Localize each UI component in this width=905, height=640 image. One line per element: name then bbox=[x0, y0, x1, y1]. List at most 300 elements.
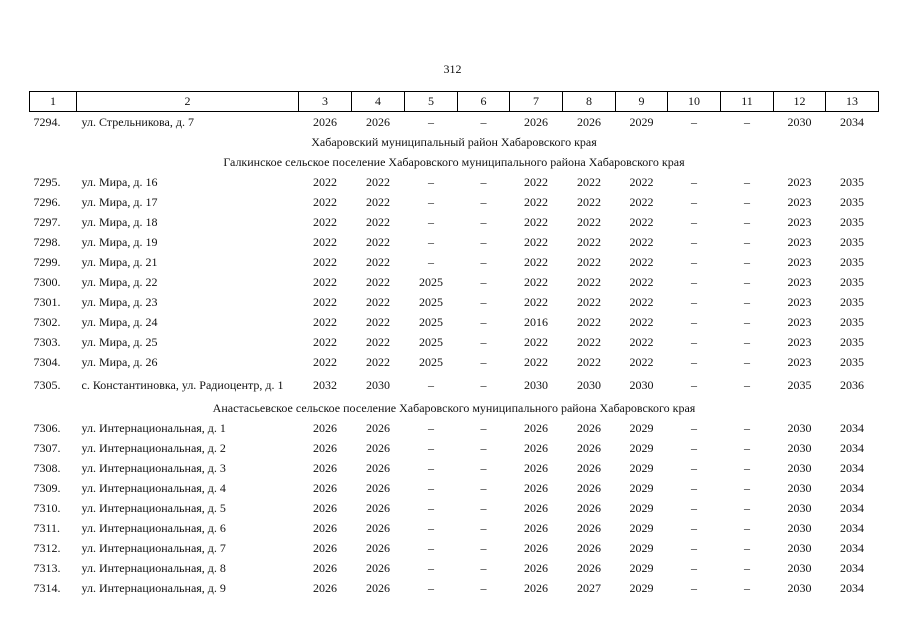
year-cell-col-5: – bbox=[428, 214, 434, 229]
year-cell-col-11: – bbox=[744, 480, 750, 495]
year-cell-col-8: 2026 bbox=[577, 460, 601, 475]
year-cell-col-7: 2026 bbox=[524, 560, 548, 575]
year-cell-col-4: 2026 bbox=[366, 540, 390, 555]
year-cell-col-10: – bbox=[691, 420, 697, 435]
year-cell-col-8: 2026 bbox=[577, 480, 601, 495]
year-cell-col-13: 2034 bbox=[840, 460, 864, 475]
column-header-11: 11 bbox=[721, 92, 774, 112]
year-cell-col-13: 2034 bbox=[840, 500, 864, 515]
year-cell-col-12: 2030 bbox=[787, 440, 812, 455]
year-cell-col-4: 2022 bbox=[366, 334, 390, 349]
year-cell-col-9: 2022 bbox=[629, 314, 654, 329]
year-cell-col-8: 2022 bbox=[577, 214, 601, 229]
year-cell-col-6: – bbox=[480, 314, 487, 329]
row-number: 7300. bbox=[33, 274, 61, 289]
section-heading: Галкинское сельское поселение Хабаровского муниципального района Хабаровского края bbox=[223, 154, 685, 169]
row-number: 7305. bbox=[33, 377, 61, 392]
column-header-1: 1 bbox=[30, 92, 77, 112]
address-cell: ул. Мира, д. 16 bbox=[81, 174, 158, 189]
row-number: 7312. bbox=[33, 540, 61, 555]
year-cell-col-5: – bbox=[428, 377, 434, 392]
year-cell-col-10: – bbox=[691, 174, 697, 189]
year-cell-col-4: 2026 bbox=[366, 480, 390, 495]
year-cell-col-10: – bbox=[691, 580, 697, 595]
year-cell-col-12: 2030 bbox=[787, 580, 812, 595]
year-cell-col-5: – bbox=[428, 114, 434, 129]
table-body bbox=[30, 112, 879, 599]
column-header-12: 12 bbox=[774, 92, 826, 112]
year-cell-col-12: 2023 bbox=[787, 314, 812, 329]
year-cell-col-7: 2022 bbox=[524, 334, 548, 349]
year-cell-col-8: 2022 bbox=[577, 174, 601, 189]
year-cell-col-8: 2026 bbox=[577, 560, 601, 575]
year-cell-col-6: – bbox=[480, 334, 487, 349]
year-cell-col-5: – bbox=[428, 420, 434, 435]
year-cell-col-13: 2034 bbox=[840, 420, 864, 435]
year-cell-col-7: 2026 bbox=[524, 540, 548, 555]
year-cell-col-12: 2023 bbox=[787, 214, 812, 229]
year-cell-col-3: 2022 bbox=[313, 214, 337, 229]
year-cell-col-11: – bbox=[744, 354, 750, 369]
table-row bbox=[30, 172, 879, 192]
year-cell-col-4: 2022 bbox=[366, 194, 390, 209]
column-header-5: 5 bbox=[405, 92, 458, 112]
year-cell-col-10: – bbox=[691, 460, 697, 475]
year-cell-col-6: – bbox=[480, 234, 487, 249]
year-cell-col-10: – bbox=[691, 114, 697, 129]
year-cell-col-9: 2022 bbox=[629, 354, 654, 369]
year-cell-col-11: – bbox=[744, 254, 750, 269]
year-cell-col-7: 2022 bbox=[524, 214, 548, 229]
year-cell-col-9: 2030 bbox=[629, 377, 654, 392]
year-cell-col-7: 2030 bbox=[524, 377, 548, 392]
year-cell-col-8: 2022 bbox=[577, 334, 601, 349]
column-header-4: 4 bbox=[352, 92, 405, 112]
year-cell-col-6: – bbox=[480, 377, 487, 392]
year-cell-col-13: 2034 bbox=[840, 440, 864, 455]
year-cell-col-8: 2022 bbox=[577, 294, 601, 309]
year-cell-col-6: – bbox=[480, 194, 487, 209]
year-cell-col-9: 2029 bbox=[629, 114, 654, 129]
table-row bbox=[30, 212, 879, 232]
year-cell-col-7: 2026 bbox=[524, 480, 548, 495]
year-cell-col-4: 2026 bbox=[366, 580, 390, 595]
year-cell-col-8: 2022 bbox=[577, 234, 601, 249]
year-cell-col-10: – bbox=[691, 194, 697, 209]
year-cell-col-5: 2025 bbox=[419, 334, 443, 349]
year-cell-col-10: – bbox=[691, 254, 697, 269]
year-cell-col-7: 2022 bbox=[524, 234, 548, 249]
year-cell-col-11: – bbox=[744, 500, 750, 515]
year-cell-col-4: 2026 bbox=[366, 560, 390, 575]
table-row bbox=[30, 458, 879, 478]
table-row bbox=[30, 558, 879, 578]
year-cell-col-4: 2022 bbox=[366, 274, 390, 289]
year-cell-col-4: 2022 bbox=[366, 214, 390, 229]
year-cell-col-7: 2026 bbox=[524, 420, 548, 435]
year-cell-col-6: – bbox=[480, 254, 487, 269]
year-cell-col-7: 2026 bbox=[524, 520, 548, 535]
year-cell-col-10: – bbox=[691, 560, 697, 575]
year-cell-col-8: 2026 bbox=[577, 540, 601, 555]
year-cell-col-6: – bbox=[480, 440, 487, 455]
year-cell-col-6: – bbox=[480, 114, 487, 129]
year-cell-col-3: 2026 bbox=[313, 420, 337, 435]
year-cell-col-6: – bbox=[480, 420, 487, 435]
year-cell-col-10: – bbox=[691, 274, 697, 289]
year-cell-col-11: – bbox=[744, 520, 750, 535]
year-cell-col-13: 2034 bbox=[840, 560, 864, 575]
year-cell-col-11: – bbox=[744, 194, 750, 209]
row-number: 7314. bbox=[33, 580, 61, 595]
year-cell-col-9: 2022 bbox=[629, 334, 654, 349]
year-cell-col-3: 2022 bbox=[313, 314, 337, 329]
year-cell-col-3: 2022 bbox=[313, 194, 337, 209]
year-cell-col-6: – bbox=[480, 540, 487, 555]
table-row bbox=[30, 518, 879, 538]
address-cell: ул. Мира, д. 24 bbox=[81, 314, 158, 329]
year-cell-col-4: 2026 bbox=[366, 114, 390, 129]
year-cell-col-7: 2022 bbox=[524, 174, 548, 189]
address-cell: ул. Мира, д. 19 bbox=[81, 234, 158, 249]
row-number: 7303. bbox=[33, 334, 61, 349]
year-cell-col-8: 2022 bbox=[577, 254, 601, 269]
year-cell-col-13: 2036 bbox=[840, 377, 864, 392]
year-cell-col-9: 2029 bbox=[629, 560, 654, 575]
year-cell-col-3: 2022 bbox=[313, 294, 337, 309]
address-cell: ул. Интернациональная, д. 3 bbox=[81, 460, 226, 475]
column-header-8: 8 bbox=[563, 92, 616, 112]
year-cell-col-7: 2026 bbox=[524, 114, 548, 129]
year-cell-col-4: 2026 bbox=[366, 460, 390, 475]
year-cell-col-5: 2025 bbox=[419, 354, 443, 369]
row-number: 7307. bbox=[33, 440, 61, 455]
year-cell-col-12: 2030 bbox=[787, 480, 812, 495]
year-cell-col-11: – bbox=[744, 114, 750, 129]
year-cell-col-11: – bbox=[744, 214, 750, 229]
year-cell-col-13: 2035 bbox=[840, 254, 864, 269]
year-cell-col-5: – bbox=[428, 460, 434, 475]
table-row bbox=[30, 232, 879, 252]
year-cell-col-4: 2022 bbox=[366, 174, 390, 189]
year-cell-col-3: 2026 bbox=[313, 500, 337, 515]
address-cell: ул. Интернациональная, д. 2 bbox=[81, 440, 226, 455]
year-cell-col-8: 2026 bbox=[577, 500, 601, 515]
year-cell-col-10: – bbox=[691, 520, 697, 535]
year-cell-col-3: 2022 bbox=[313, 274, 337, 289]
row-number: 7299. bbox=[33, 254, 61, 269]
year-cell-col-9: 2029 bbox=[629, 440, 654, 455]
year-cell-col-12: 2023 bbox=[787, 194, 812, 209]
year-cell-col-7: 2022 bbox=[524, 194, 548, 209]
address-cell: ул. Интернациональная, д. 4 bbox=[81, 480, 226, 495]
year-cell-col-5: – bbox=[428, 254, 434, 269]
year-cell-col-13: 2035 bbox=[840, 174, 864, 189]
address-cell: ул. Стрельникова, д. 7 bbox=[81, 114, 194, 129]
year-cell-col-5: 2025 bbox=[419, 314, 443, 329]
year-cell-col-12: 2023 bbox=[787, 254, 812, 269]
table-row bbox=[30, 352, 879, 372]
year-cell-col-4: 2026 bbox=[366, 500, 390, 515]
year-cell-col-13: 2035 bbox=[840, 294, 864, 309]
column-header-7: 7 bbox=[510, 92, 563, 112]
year-cell-col-5: – bbox=[428, 234, 434, 249]
column-header-2: 2 bbox=[77, 92, 299, 112]
year-cell-col-3: 2022 bbox=[313, 234, 337, 249]
year-cell-col-12: 2035 bbox=[787, 377, 812, 392]
year-cell-col-13: 2035 bbox=[840, 274, 864, 289]
year-cell-col-9: 2022 bbox=[629, 274, 654, 289]
year-cell-col-9: 2029 bbox=[629, 420, 654, 435]
address-cell: ул. Интернациональная, д. 1 bbox=[81, 420, 226, 435]
year-cell-col-6: – bbox=[480, 580, 487, 595]
year-cell-col-11: – bbox=[744, 174, 750, 189]
table-row bbox=[30, 112, 879, 133]
year-cell-col-12: 2030 bbox=[787, 460, 812, 475]
year-cell-col-4: 2026 bbox=[366, 420, 390, 435]
year-cell-col-9: 2029 bbox=[629, 500, 654, 515]
year-cell-col-5: – bbox=[428, 500, 434, 515]
year-cell-col-10: – bbox=[691, 334, 697, 349]
year-cell-col-5: – bbox=[428, 580, 434, 595]
address-cell: ул. Мира, д. 23 bbox=[81, 294, 158, 309]
year-cell-col-11: – bbox=[744, 460, 750, 475]
year-cell-col-5: 2025 bbox=[419, 274, 443, 289]
row-number: 7306. bbox=[33, 420, 61, 435]
row-number: 7313. bbox=[33, 560, 61, 575]
row-number: 7311. bbox=[33, 520, 61, 535]
year-cell-col-6: – bbox=[480, 480, 487, 495]
year-cell-col-7: 2026 bbox=[524, 460, 548, 475]
year-cell-col-13: 2034 bbox=[840, 520, 864, 535]
year-cell-col-5: – bbox=[428, 174, 434, 189]
year-cell-col-3: 2022 bbox=[313, 254, 337, 269]
year-cell-col-13: 2035 bbox=[840, 314, 864, 329]
year-cell-col-8: 2022 bbox=[577, 194, 601, 209]
year-cell-col-5: – bbox=[428, 520, 434, 535]
year-cell-col-9: 2029 bbox=[629, 460, 654, 475]
year-cell-col-11: – bbox=[744, 540, 750, 555]
year-cell-col-6: – bbox=[480, 520, 487, 535]
year-cell-col-9: 2029 bbox=[629, 520, 654, 535]
year-cell-col-7: 2026 bbox=[524, 580, 548, 595]
column-header-6: 6 bbox=[458, 92, 510, 112]
year-cell-col-11: – bbox=[744, 377, 750, 392]
year-cell-col-4: 2022 bbox=[366, 294, 390, 309]
year-cell-col-10: – bbox=[691, 440, 697, 455]
table-row bbox=[30, 478, 879, 498]
year-cell-col-10: – bbox=[691, 480, 697, 495]
year-cell-col-12: 2023 bbox=[787, 234, 812, 249]
year-cell-col-11: – bbox=[744, 314, 750, 329]
year-cell-col-12: 2023 bbox=[787, 274, 812, 289]
year-cell-col-10: – bbox=[691, 294, 697, 309]
year-cell-col-11: – bbox=[744, 440, 750, 455]
table-row bbox=[30, 498, 879, 518]
page-number: 312 bbox=[443, 62, 462, 76]
year-cell-col-13: 2035 bbox=[840, 194, 864, 209]
year-cell-col-5: 2025 bbox=[419, 294, 443, 309]
year-cell-col-3: 2026 bbox=[313, 440, 337, 455]
year-cell-col-6: – bbox=[480, 274, 487, 289]
table-row bbox=[30, 438, 879, 458]
row-number: 7308. bbox=[33, 460, 61, 475]
row-number: 7310. bbox=[33, 500, 61, 515]
row-number: 7302. bbox=[33, 314, 61, 329]
row-number: 7294. bbox=[33, 114, 61, 129]
year-cell-col-11: – bbox=[744, 274, 750, 289]
year-cell-col-3: 2026 bbox=[313, 520, 337, 535]
address-cell: ул. Мира, д. 21 bbox=[81, 254, 158, 269]
address-cell: ул. Мира, д. 17 bbox=[81, 194, 158, 209]
section-heading-row bbox=[30, 152, 879, 172]
column-header-3: 3 bbox=[299, 92, 352, 112]
year-cell-col-8: 2027 bbox=[577, 580, 601, 595]
year-cell-col-5: – bbox=[428, 540, 434, 555]
year-cell-col-9: 2022 bbox=[629, 234, 654, 249]
year-cell-col-13: 2034 bbox=[840, 114, 864, 129]
year-cell-col-12: 2030 bbox=[787, 500, 812, 515]
year-cell-col-6: – bbox=[480, 294, 487, 309]
address-cell: ул. Мира, д. 18 bbox=[81, 214, 158, 229]
year-cell-col-3: 2022 bbox=[313, 174, 337, 189]
year-cell-col-9: 2022 bbox=[629, 214, 654, 229]
year-cell-col-5: – bbox=[428, 194, 434, 209]
year-cell-col-5: – bbox=[428, 440, 434, 455]
year-cell-col-4: 2030 bbox=[366, 377, 390, 392]
year-cell-col-13: 2035 bbox=[840, 334, 864, 349]
year-cell-col-6: – bbox=[480, 214, 487, 229]
year-cell-col-9: 2022 bbox=[629, 254, 654, 269]
year-cell-col-11: – bbox=[744, 334, 750, 349]
year-cell-col-7: 2026 bbox=[524, 440, 548, 455]
year-cell-col-5: – bbox=[428, 480, 434, 495]
year-cell-col-5: – bbox=[428, 560, 434, 575]
year-cell-col-3: 2026 bbox=[313, 540, 337, 555]
year-cell-col-6: – bbox=[480, 354, 487, 369]
section-heading: Хабаровский муниципальный район Хабаровского края bbox=[311, 134, 597, 149]
year-cell-col-12: 2030 bbox=[787, 420, 812, 435]
year-cell-col-9: 2022 bbox=[629, 294, 654, 309]
year-cell-col-8: 2026 bbox=[577, 420, 601, 435]
address-cell: ул. Интернациональная, д. 7 bbox=[81, 540, 226, 555]
year-cell-col-13: 2034 bbox=[840, 540, 864, 555]
row-number: 7295. bbox=[33, 174, 61, 189]
year-cell-col-7: 2016 bbox=[524, 314, 548, 329]
year-cell-col-7: 2026 bbox=[524, 500, 548, 515]
year-cell-col-8: 2026 bbox=[577, 440, 601, 455]
column-header-10: 10 bbox=[668, 92, 721, 112]
row-number: 7309. bbox=[33, 480, 61, 495]
year-cell-col-11: – bbox=[744, 234, 750, 249]
year-cell-col-6: – bbox=[480, 500, 487, 515]
year-cell-col-8: 2026 bbox=[577, 114, 601, 129]
address-cell: ул. Интернациональная, д. 8 bbox=[81, 560, 226, 575]
year-cell-col-11: – bbox=[744, 560, 750, 575]
address-cell: ул. Интернациональная, д. 5 bbox=[81, 500, 226, 515]
year-cell-col-3: 2026 bbox=[313, 114, 337, 129]
year-cell-col-7: 2022 bbox=[524, 274, 548, 289]
section-heading-row bbox=[30, 132, 879, 152]
column-header-13: 13 bbox=[826, 92, 879, 112]
section-heading-row bbox=[30, 398, 879, 418]
year-cell-col-12: 2030 bbox=[787, 520, 812, 535]
year-cell-col-4: 2026 bbox=[366, 440, 390, 455]
table-row bbox=[30, 292, 879, 312]
table-row bbox=[30, 418, 879, 438]
year-cell-col-10: – bbox=[691, 314, 697, 329]
table-row bbox=[30, 192, 879, 212]
year-cell-col-6: – bbox=[480, 460, 487, 475]
year-cell-col-13: 2035 bbox=[840, 234, 864, 249]
year-cell-col-12: 2030 bbox=[787, 114, 812, 129]
table-row bbox=[30, 252, 879, 272]
year-cell-col-11: – bbox=[744, 580, 750, 595]
year-cell-col-10: – bbox=[691, 540, 697, 555]
year-cell-col-4: 2022 bbox=[366, 314, 390, 329]
row-number: 7298. bbox=[33, 234, 61, 249]
year-cell-col-4: 2026 bbox=[366, 520, 390, 535]
year-cell-col-8: 2022 bbox=[577, 314, 601, 329]
year-cell-col-8: 2026 bbox=[577, 520, 601, 535]
year-cell-col-3: 2026 bbox=[313, 480, 337, 495]
address-cell: ул. Мира, д. 25 bbox=[81, 334, 158, 349]
year-cell-col-12: 2023 bbox=[787, 334, 812, 349]
year-cell-col-13: 2035 bbox=[840, 214, 864, 229]
year-cell-col-3: 2022 bbox=[313, 354, 337, 369]
schedule-table bbox=[29, 91, 879, 598]
year-cell-col-4: 2022 bbox=[366, 234, 390, 249]
year-cell-col-7: 2022 bbox=[524, 354, 548, 369]
table-row bbox=[30, 372, 879, 398]
year-cell-col-3: 2026 bbox=[313, 580, 337, 595]
section-heading: Анастасьевское сельское поселение Хабаровского муниципального района Хабаровского края bbox=[212, 400, 696, 415]
year-cell-col-6: – bbox=[480, 174, 487, 189]
year-cell-col-12: 2030 bbox=[787, 560, 812, 575]
year-cell-col-9: 2029 bbox=[629, 540, 654, 555]
year-cell-col-10: – bbox=[691, 234, 697, 249]
year-cell-col-4: 2022 bbox=[366, 354, 390, 369]
year-cell-col-6: – bbox=[480, 560, 487, 575]
year-cell-col-7: 2022 bbox=[524, 254, 548, 269]
address-cell: ул. Мира, д. 22 bbox=[81, 274, 158, 289]
year-cell-col-3: 2026 bbox=[313, 460, 337, 475]
year-cell-col-8: 2030 bbox=[577, 377, 601, 392]
year-cell-col-8: 2022 bbox=[577, 274, 601, 289]
row-number: 7296. bbox=[33, 194, 61, 209]
year-cell-col-10: – bbox=[691, 500, 697, 515]
year-cell-col-3: 2032 bbox=[313, 377, 337, 392]
address-cell: ул. Интернациональная, д. 9 bbox=[81, 580, 226, 595]
year-cell-col-12: 2023 bbox=[787, 174, 812, 189]
table-row bbox=[30, 578, 879, 598]
year-cell-col-10: – bbox=[691, 354, 697, 369]
year-cell-col-3: 2026 bbox=[313, 560, 337, 575]
year-cell-col-8: 2022 bbox=[577, 354, 601, 369]
year-cell-col-13: 2035 bbox=[840, 354, 864, 369]
year-cell-col-9: 2029 bbox=[629, 580, 654, 595]
address-cell: с. Константиновка, ул. Радиоцентр, д. 1 bbox=[81, 377, 284, 392]
year-cell-col-9: 2022 bbox=[629, 194, 654, 209]
year-cell-col-10: – bbox=[691, 377, 697, 392]
row-number: 7304. bbox=[33, 354, 61, 369]
column-header-9: 9 bbox=[616, 92, 668, 112]
row-number: 7301. bbox=[33, 294, 61, 309]
year-cell-col-12: 2023 bbox=[787, 294, 812, 309]
table-row bbox=[30, 332, 879, 352]
year-cell-col-12: 2023 bbox=[787, 354, 812, 369]
year-cell-col-12: 2030 bbox=[787, 540, 812, 555]
